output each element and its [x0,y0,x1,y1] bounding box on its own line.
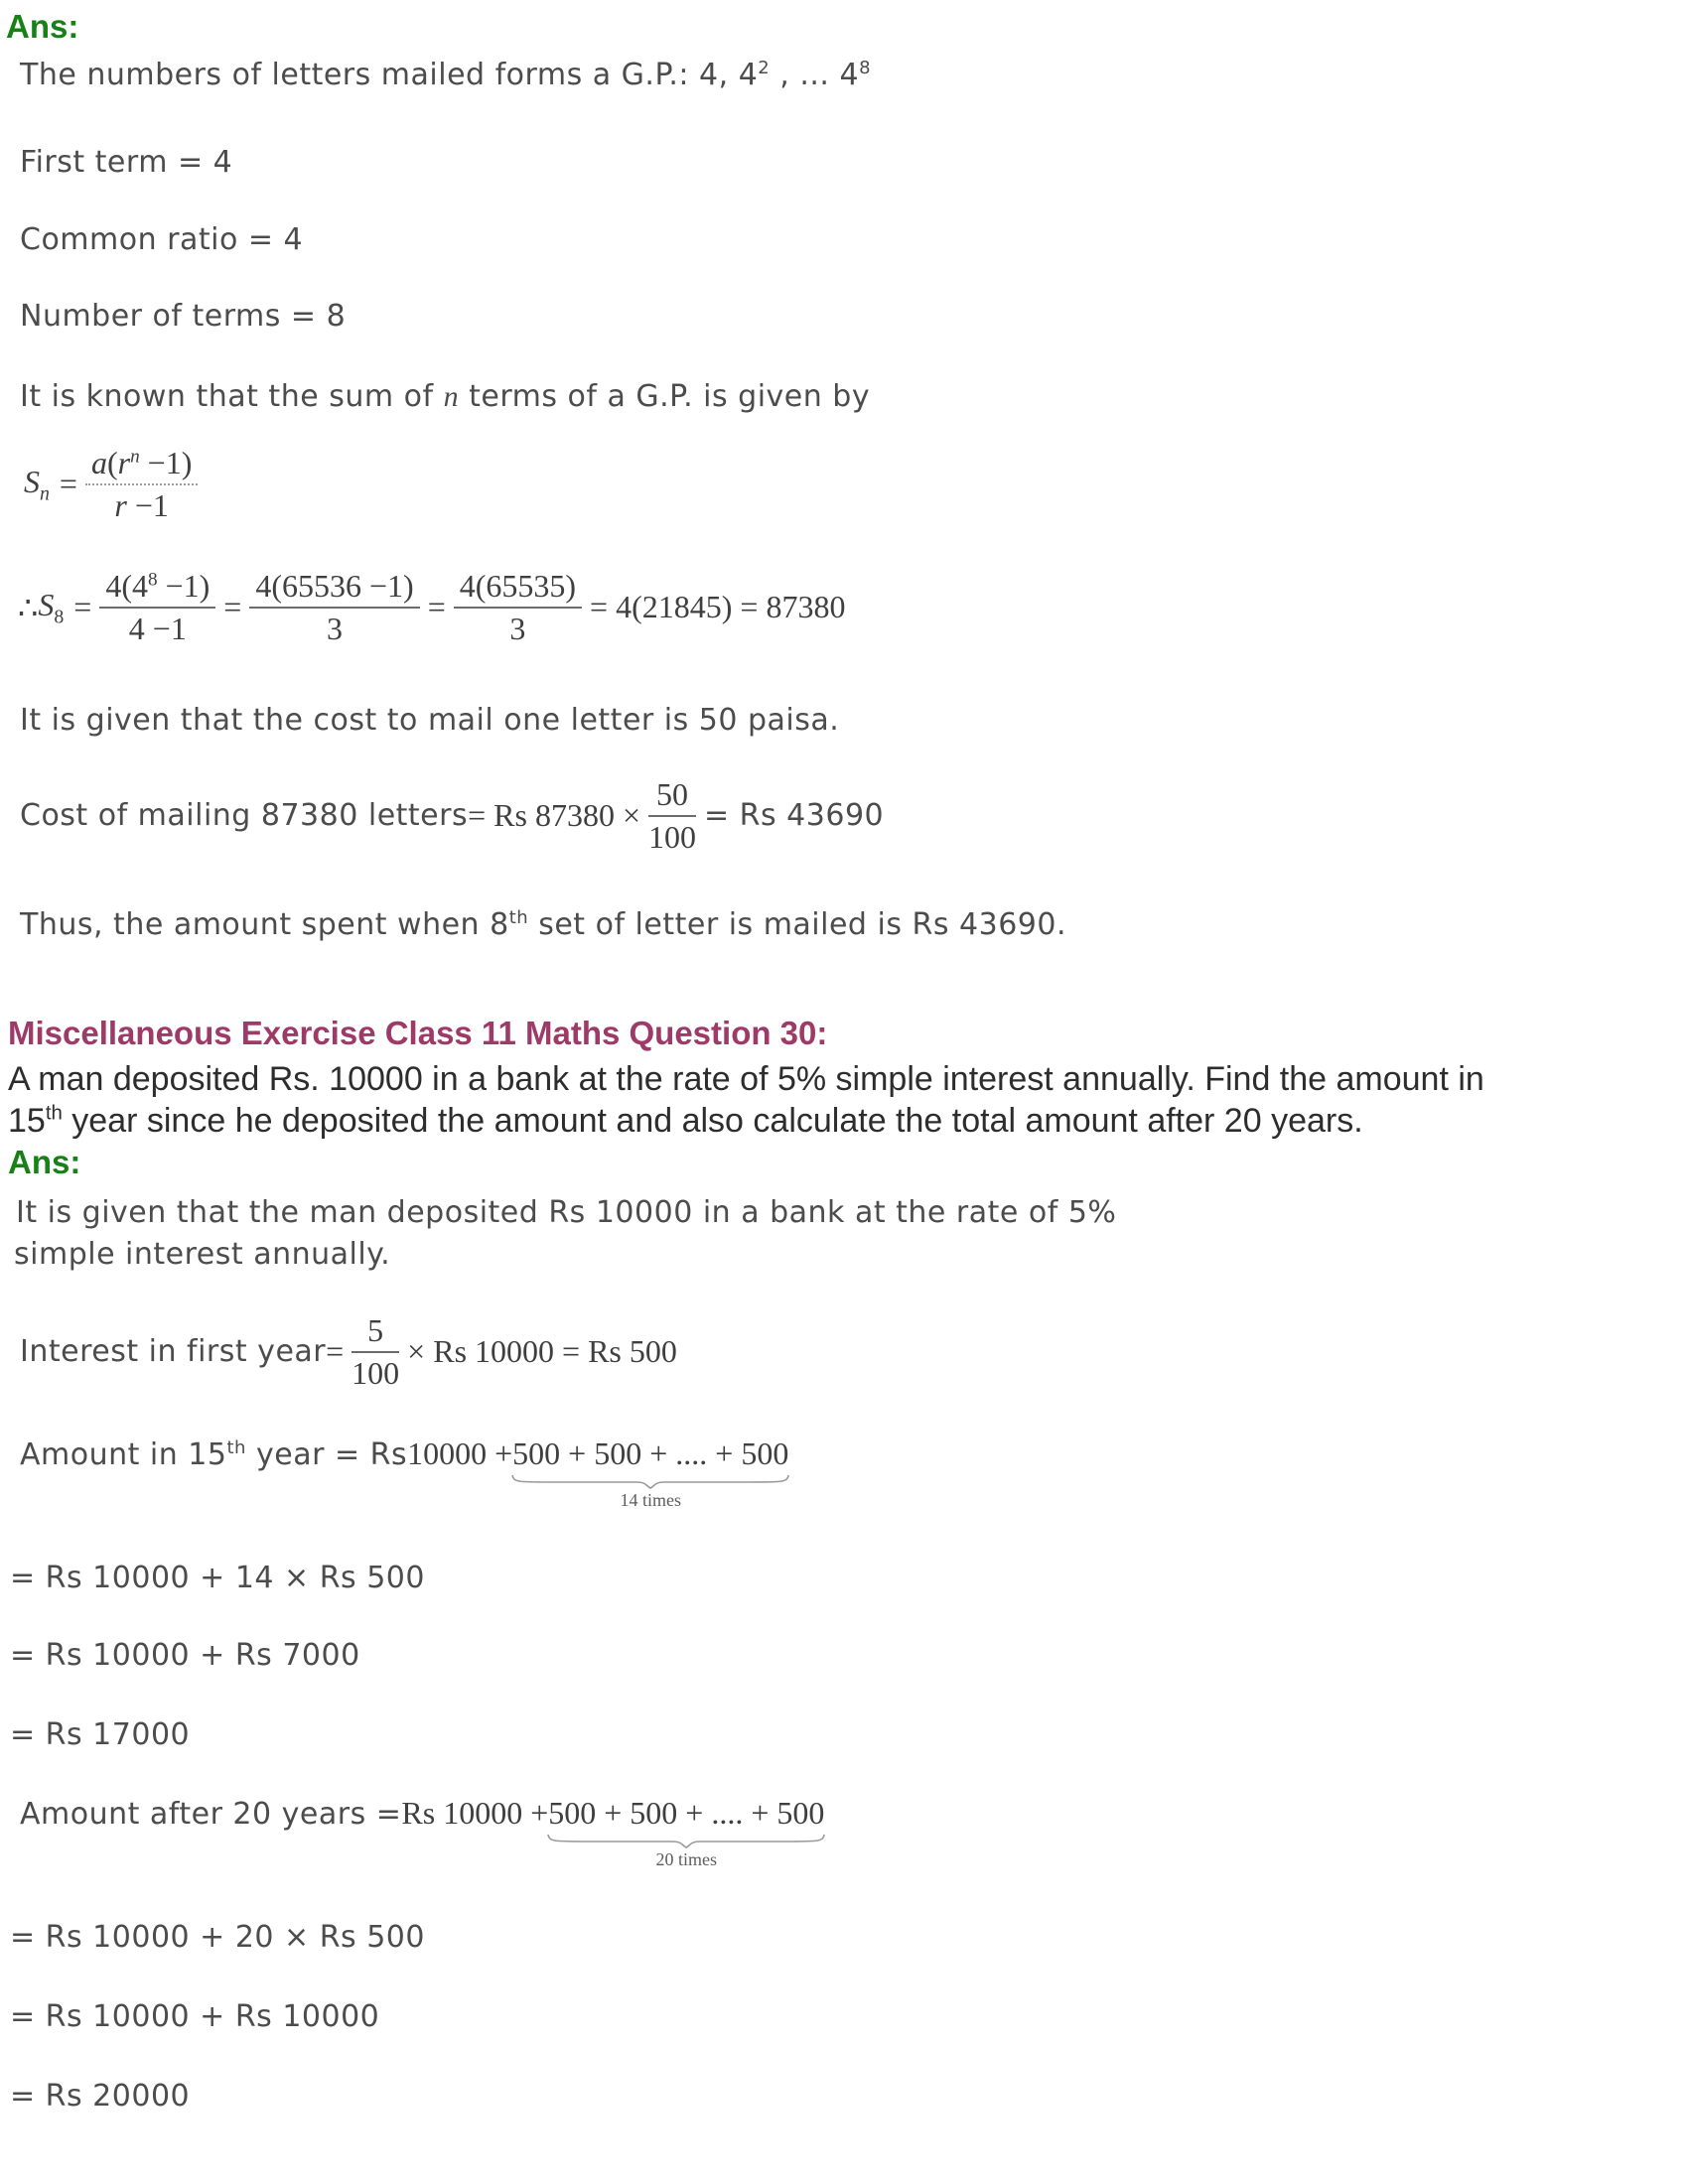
answer-label-q29: Ans: [6,8,79,45]
amount-15th-braced-series: 500 + 500 + .... + 500 14 times [512,1435,789,1510]
cost-intro-line: It is given that the cost to mail one letter is 50 paisa. [20,703,840,738]
s8-equals-2: = [223,589,242,625]
amount-15th-label: Amount in 15th year = Rs [20,1437,408,1472]
s8-fraction-2-denominator: 3 [327,610,343,646]
cost-equation [20,776,884,856]
step-line-3: = Rs 17000 [10,1717,191,1752]
step-line-4: = Rs 10000 + 20 × Rs 500 [10,1920,425,1955]
s8-equals-1: = [73,589,92,625]
s8-fraction-1-denominator: 4 −1 [128,610,187,646]
answer-label-q30: Ans: [8,1144,81,1180]
amount-15th-year-line [20,1435,789,1510]
question-30-heading: Miscellaneous Exercise Class 11 Maths Question 30: [8,1015,828,1051]
underbrace-14-times [512,1474,788,1488]
gp-series-text: The numbers of letters mailed forms a G.P.: 4, 4 [20,58,759,92]
s8-fraction-3-denominator: 3 [509,610,526,646]
question-30-text-line-1: A man deposited Rs. 10000 in a bank at the rate of 5% simple interest annually. Find the amount in [8,1060,1484,1098]
amount-15th-series-head: 10000 + [407,1435,513,1471]
step-line-6: = Rs 20000 [10,2079,191,2114]
s8-equals-3: = [427,589,446,625]
common-ratio-line: Common ratio = 4 [20,222,304,257]
gp-series-line [20,58,871,92]
ordinal-8th-suffix: th [508,907,529,928]
interest-fraction-denominator: 100 [352,1354,400,1391]
s8-evaluation [18,568,845,647]
sn-fraction [85,445,198,524]
underbrace-20-times-label: 20 times [655,1849,718,1869]
cost-equation-label: Cost of mailing 87380 letters [20,798,469,834]
interest-equals: = [326,1333,345,1370]
cost-equation-middle: = Rs 87380 × [468,797,640,834]
amount-20-label: Amount after 20 years = [20,1797,402,1832]
interest-equation-result: × Rs 10000 = Rs 500 [407,1333,677,1370]
interest-fraction-numerator: 5 [352,1312,399,1353]
therefore-symbol: ∴ [18,589,39,625]
amount-20-series-head: Rs 10000 + [401,1795,549,1831]
underbrace-14-times-label: 14 times [620,1490,681,1510]
s8-fraction-2-numerator: 4(65536 −1) [249,568,419,609]
s8-fraction-1-numerator: $4(4^8 -1)$ [99,568,215,609]
gp-exponent-8: 8 [859,58,872,78]
variable-n: n [443,380,460,413]
s8-fraction-2 [249,568,419,647]
step-line-5: = Rs 10000 + Rs 10000 [10,1999,380,2034]
gp-exponent-2: 2 [758,58,771,78]
step-line-1: = Rs 10000 + 14 × Rs 500 [10,1561,425,1595]
conclusion-line-q29: Thus, the amount spent when 8th set of letter is mailed is Rs 43690. [20,907,1066,942]
sn-equals: = [59,466,77,502]
sn-formula [24,445,206,524]
amount-20-years-line [20,1795,825,1869]
number-of-terms-line: Number of terms = 8 [20,299,347,334]
sn-fraction-numerator: $a(r^n -1)$ [85,445,198,485]
cost-equation-result: = Rs 43690 [704,798,885,834]
given-line-1: It is given that the man deposited Rs 10000 in a bank at the rate of 5% [16,1195,1117,1230]
s8-result: = 4(21845) = 87380 [590,589,846,625]
s8-lhs: $S_8$ [38,586,65,627]
interest-fraction [352,1312,399,1392]
question-30-text-line-2: 15th year since he deposited the amount and also calculate the total amount after 20 years. [8,1102,1363,1140]
sn-lhs: $S_n$ [24,463,50,504]
gp-series-mid: , ... 4 [770,58,860,92]
sum-formula-intro-line: It is known that the sum of n terms of a G.P. is given by [20,379,871,414]
step-line-2: = Rs 10000 + Rs 7000 [10,1638,360,1673]
underbrace-20-times [548,1834,824,1847]
ordinal-15th-suffix: th [45,1102,63,1125]
s8-fraction-3-numerator: 4(65535) [454,568,582,609]
s8-fraction-1 [99,568,215,647]
first-term-line: First term = 4 [20,145,233,180]
given-line-2: simple interest annually. [14,1237,391,1272]
cost-fraction-numerator: 50 [648,776,696,817]
cost-fraction [648,776,696,856]
amount-20-braced-series: 500 + 500 + .... + 500 20 times [548,1795,825,1869]
sn-fraction-denominator: r −1 [114,486,169,523]
cost-fraction-denominator: 100 [648,818,696,855]
interest-equation [20,1312,677,1392]
interest-equation-label: Interest in first year [20,1334,327,1370]
s8-fraction-3 [454,568,582,647]
